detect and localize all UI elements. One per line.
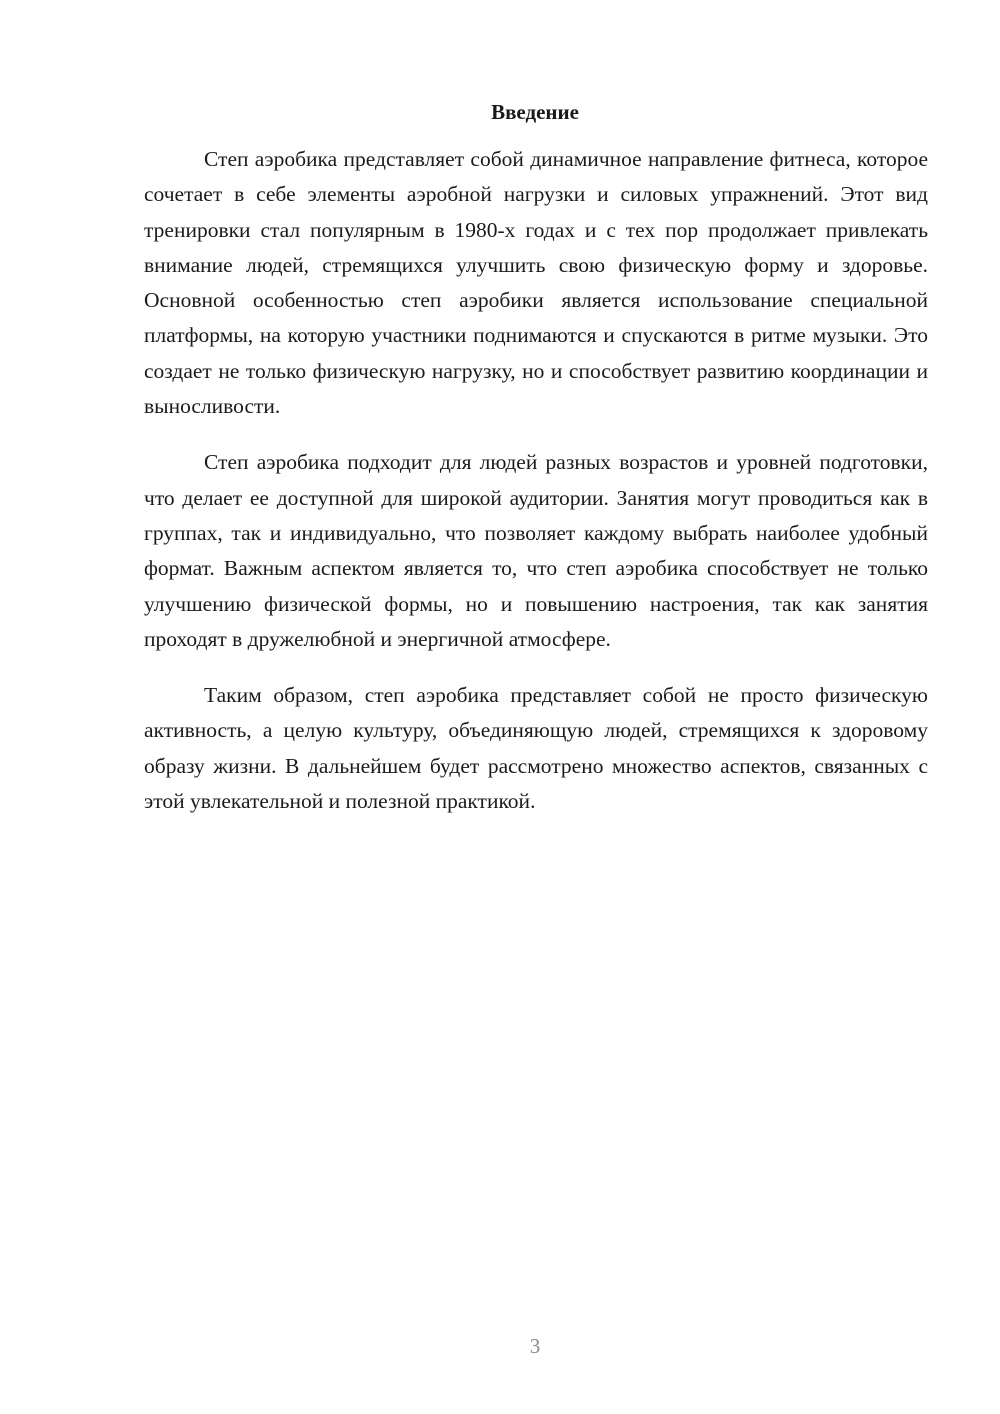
body-text [144,142,928,840]
section-heading: Введение [491,100,579,124]
paragraph-1: Степ аэробика представляет собой динамичное направление фитнеса, которое сочетает в себе элементы аэробной нагрузки и силовых упражнений. Этот вид тренировки стал популярным в 1980-х годах и с тех пор продолжает привлекать внимание людей, стремящихся улучшить свою физическую форму и здоровье. Основной особенностью степ аэробики является использование специальной платформы, на которую участники поднимаются и спускаются в ритме музыки. Это создает не только физическую нагрузку, но и способствует развитию координации и выносливости. [144,147,928,419]
page-number: 3 [529,1334,541,1358]
paragraph-3: Таким образом, степ аэробика представляет собой не просто физическую активность, а целую культуру, объединяющую людей, стремящихся к здоровому образу жизни. В дальнейшем будет рассмотрено множество аспектов, связанных с этой увлекательной и полезной практикой. [144,683,928,814]
paragraph-2: Степ аэробика подходит для людей разных возрастов и уровней подготовки, что делает ее доступной для широкой аудитории. Занятия могут проводиться как в группах, так и индивидуально, что позволяет каждому выбрать наиболее удобный формат. Важным аспектом является то, что степ аэробика способствует не только улучшению физической формы, но и повышению настроения, так как занятия проходят в дружелюбной и энергичной атмосфере. [144,450,928,651]
